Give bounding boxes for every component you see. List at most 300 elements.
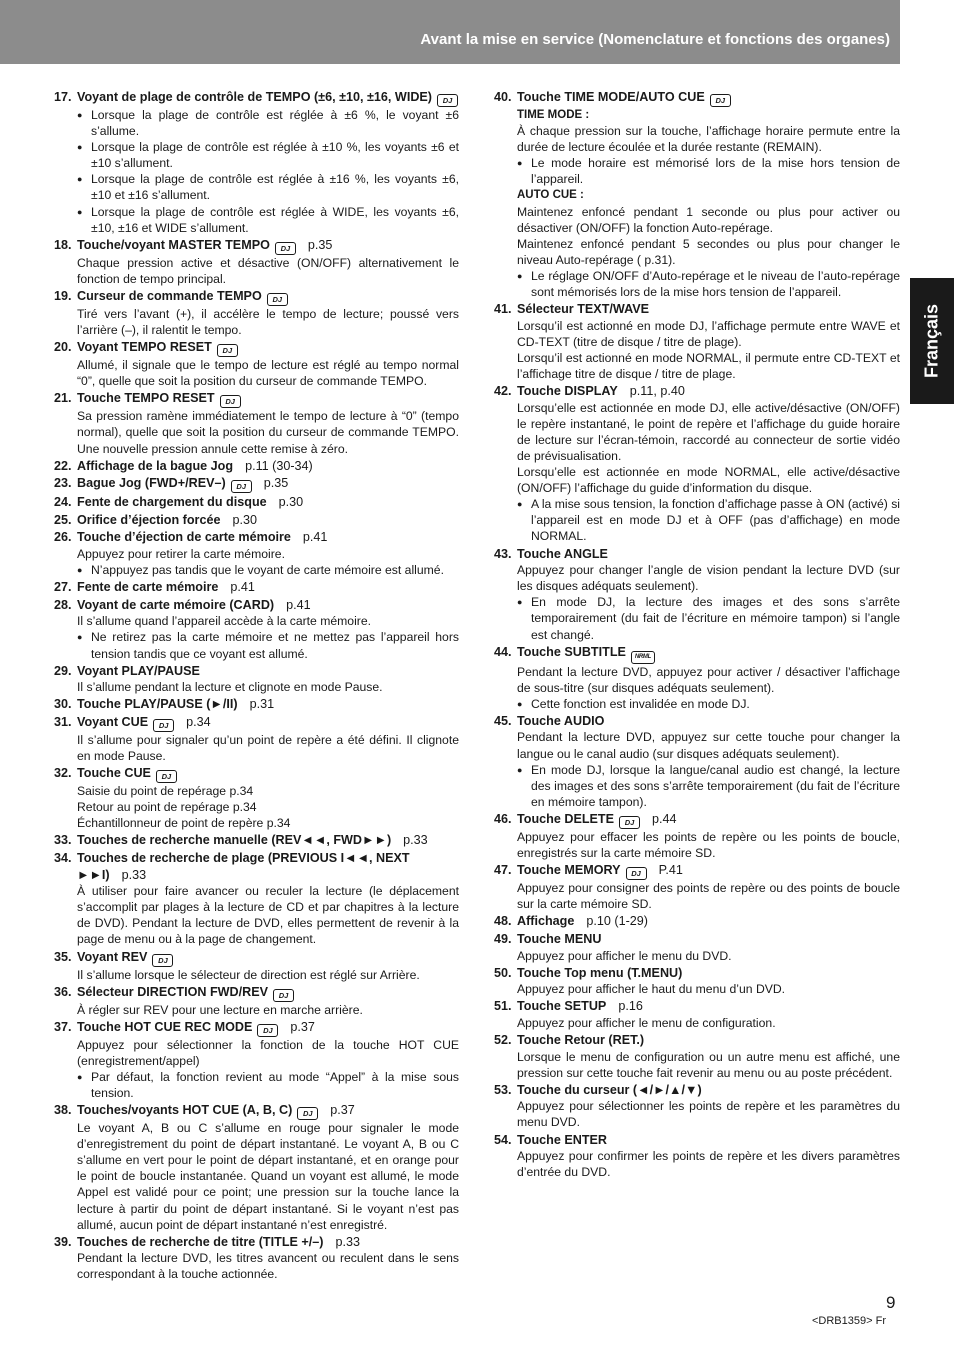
- normal-icon: NRML: [631, 651, 655, 664]
- item-number: 24.: [54, 495, 72, 510]
- bullet-text: Par défaut, la fonction revient au mode “Appel” à la mise sous tension.: [91, 1069, 459, 1100]
- item-heading: [494, 931, 900, 948]
- item-heading: [54, 529, 459, 546]
- list-item: [494, 644, 900, 712]
- item-heading: [494, 862, 900, 880]
- list-item: [54, 663, 459, 696]
- item-title-line: [77, 339, 459, 357]
- item-number: 29.: [54, 663, 72, 678]
- item-body: [494, 880, 900, 912]
- item-heading: [494, 383, 900, 400]
- item-text: Lorsqu’elle est actionnée en mode NORMAL, elle active/désactive (ON/OFF) l’affichage du guide d’information du disque.: [517, 465, 900, 496]
- item-heading: [494, 1032, 900, 1049]
- page-reference: p.41: [286, 597, 311, 612]
- item-number: 36.: [54, 984, 72, 999]
- item-body: [494, 1015, 900, 1031]
- item-text: Il s’allume pendant la lecture et clignote en mode Pause.: [77, 680, 383, 695]
- item-title-line: [517, 998, 900, 1015]
- page-reference: p.10 (1-29): [586, 914, 648, 929]
- item-heading: [54, 832, 459, 849]
- item-number: 46.: [494, 811, 512, 826]
- list-item: [54, 339, 459, 389]
- item-title: Affichage: [517, 914, 575, 929]
- list-item: [494, 913, 900, 930]
- list-item: [54, 458, 459, 475]
- item-title-line: [517, 862, 900, 880]
- bullet-text: Lorsque la plage de contrôle est réglée à ±10 %, les voyants ±6 et ±10 s’allument.: [91, 140, 459, 171]
- item-heading: [54, 1234, 459, 1251]
- item-number: 27.: [54, 580, 72, 595]
- bullet-item: [77, 107, 459, 139]
- item-text: Appuyez pour afficher le menu de configuration.: [517, 1015, 776, 1030]
- item-body: [494, 1098, 900, 1130]
- item-heading: [494, 713, 900, 730]
- item-text: Lorsqu’il est actionné en mode NORMAL, il permute entre CD-TEXT et l’affichage titre de disque / titre de plage.: [517, 350, 900, 381]
- item-number: 32.: [54, 766, 72, 781]
- list-item: [494, 1132, 900, 1181]
- item-title-line: [517, 1082, 900, 1099]
- item-body: [494, 1148, 900, 1180]
- item-text: Il s’allume pour signaler qu’un point de repère a été défini. Il clignote en mode Pause.: [77, 732, 459, 763]
- item-title: Fente de carte mémoire: [77, 580, 219, 595]
- list-item: [54, 1234, 459, 1283]
- bullet-dot-icon: ●: [517, 764, 523, 775]
- item-title: Sélecteur TEXT/WAVE: [517, 302, 650, 317]
- list-item: [494, 546, 900, 643]
- left-column: [54, 89, 459, 1283]
- bullet-item: [517, 696, 900, 712]
- item-body: [494, 948, 900, 964]
- page-reference: p.16: [618, 999, 643, 1014]
- item-title-line: [77, 288, 459, 306]
- item-text: Pendant la lecture DVD, les titres avancent ou reculent dans le sens correspondant à la touche actionnée.: [77, 1251, 459, 1282]
- item-heading: [54, 850, 459, 883]
- item-title-line: [517, 1032, 900, 1049]
- item-number: 50.: [494, 965, 512, 980]
- bullet-text: Cette fonction est invalidée en mode DJ.: [531, 696, 750, 711]
- page-reference: p.44: [652, 811, 677, 826]
- list-item: [494, 713, 900, 810]
- item-title-line: [77, 512, 459, 529]
- item-number: 53.: [494, 1082, 512, 1097]
- item-title: Touche du curseur (◄/►/▲/▼): [517, 1082, 702, 1097]
- item-heading: [494, 89, 900, 107]
- bullet-text: A la mise sous tension, la fonction d’affichage passe à ON (activé) si l’appareil est en mode DJ et à OFF (pas d’affichage) en mode NORMAL.: [531, 497, 900, 544]
- item-title: Orifice d’éjection forcée: [77, 512, 221, 527]
- item-title: Affichage de la bague Jog: [77, 458, 234, 473]
- bullet-dot-icon: ●: [77, 174, 83, 185]
- item-heading: [54, 89, 459, 107]
- item-body: [54, 732, 459, 764]
- bullet-item: [517, 268, 900, 300]
- item-heading: [54, 339, 459, 357]
- item-heading: [54, 663, 459, 680]
- list-item: [494, 1082, 900, 1131]
- item-text: Lorsqu’elle est actionnée en mode DJ, elle active/désactive (ON/OFF) le repère instantané, le point de repère et l’affichage du guide horaire de lecture sur l’écran-témoin, raccordé au connecteur de sortie vidéo de prévisualisation.: [517, 400, 900, 463]
- page-reference: p.41: [302, 530, 328, 545]
- page-header: [0, 0, 900, 64]
- list-item: [54, 512, 459, 529]
- item-heading: [54, 597, 459, 614]
- bullet-item: [517, 496, 900, 544]
- dj-icon: DJ: [619, 816, 640, 829]
- item-text: Appuyez pour afficher le haut du menu d’un DVD.: [517, 982, 786, 997]
- bullet-text: Le mode horaire est mémorisé lors de la mise hors tension de l’appareil.: [531, 156, 900, 187]
- list-item: [54, 1102, 459, 1233]
- bullet-dot-icon: ●: [517, 597, 523, 608]
- bullet-item: [77, 629, 459, 661]
- item-heading: [54, 579, 459, 596]
- page-reference: p.37: [330, 1103, 355, 1118]
- bullet-dot-icon: ●: [77, 142, 83, 153]
- item-heading: [54, 765, 459, 783]
- item-body: [54, 255, 459, 287]
- bullet-item: [77, 139, 459, 171]
- item-body: [494, 981, 900, 997]
- item-number: 30.: [54, 697, 72, 712]
- bullet-dot-icon: ●: [77, 565, 83, 576]
- item-body: [494, 107, 900, 300]
- item-number: 20.: [54, 340, 72, 355]
- page-reference: p.37: [290, 1019, 315, 1034]
- item-text: Maintenez enfoncé pendant 5 secondes ou plus pour changer le niveau Auto-repérage ( p.31).: [517, 236, 900, 267]
- item-body: [494, 829, 900, 861]
- page-reference: p.30: [232, 512, 257, 527]
- item-heading: [54, 494, 459, 511]
- item-title-line: [77, 663, 459, 680]
- list-item: [494, 931, 900, 964]
- item-title-line: [77, 579, 459, 596]
- list-item: [54, 765, 459, 831]
- bullet-item: [517, 155, 900, 187]
- bullet-item: [77, 1069, 459, 1101]
- list-item: [54, 597, 459, 662]
- item-title-line: [77, 1234, 459, 1251]
- bullet-text: Lorsque la plage de contrôle est réglée à WIDE, les voyants ±6, ±10, ±16 et WIDE s’allument.: [91, 204, 459, 235]
- item-text: Appuyez pour sélectionner la fonction de la touche HOT CUE (enregistrement/appel): [77, 1037, 459, 1068]
- item-number: 43.: [494, 546, 512, 561]
- item-number: 42.: [494, 384, 512, 399]
- item-title: Touches de recherche de plage (PREVIOUS I◄◄, NEXT ►►I): [77, 850, 410, 882]
- dj-icon: DJ: [626, 867, 647, 880]
- item-number: 37.: [54, 1019, 72, 1034]
- page-number: 9: [886, 1293, 896, 1312]
- item-number: 48.: [494, 914, 512, 929]
- item-title-line: [517, 89, 900, 107]
- item-heading: [54, 458, 459, 475]
- item-number: 35.: [54, 949, 72, 964]
- item-text: Appuyez pour afficher le menu du DVD.: [517, 948, 732, 963]
- item-body: [494, 318, 900, 382]
- item-text: Tiré vers l’avant (+), il accélère le tempo de lecture; poussé vers l’arrière (–), il ralentit le tempo.: [77, 306, 459, 338]
- bullet-text: En mode DJ, la lecture des images et des sons s’arrête temporairement (du fait de l’écriture en mémoire tampon) si l’angle est changé.: [531, 595, 900, 642]
- dj-icon: DJ: [231, 480, 252, 493]
- item-title-line: [517, 811, 900, 829]
- item-text: Appuyez pour changer l’angle de vision pendant la lecture DVD (sur les disques adéquats seulement).: [517, 563, 900, 594]
- item-text: À chaque pression sur la touche, l’affichage horaire permute entre la durée de lecture écoulée et la durée restante (REMAIN).: [517, 124, 900, 155]
- list-item: [494, 811, 900, 861]
- item-title: Touche d’éjection de carte mémoire: [77, 530, 291, 545]
- item-title-line: [77, 475, 459, 493]
- list-item: [54, 390, 459, 456]
- item-number: 23.: [54, 476, 72, 491]
- bullet-text: N’appuyez pas tandis que le voyant de carte mémoire est allumé.: [91, 563, 444, 578]
- item-number: 47.: [494, 863, 512, 878]
- item-number: 54.: [494, 1132, 512, 1147]
- item-title-line: [517, 546, 900, 563]
- item-body: [54, 1120, 459, 1233]
- item-title-line: [517, 913, 900, 930]
- item-number: 38.: [54, 1103, 72, 1118]
- item-title: Touche TIME MODE/AUTO CUE: [517, 90, 705, 104]
- item-number: 33.: [54, 833, 72, 848]
- bullet-dot-icon: ●: [517, 270, 523, 281]
- item-text: Allumé, il signale que le tempo de lecture est réglé au tempo normal “0”, quelle que soit la position du curseur de commande TEMPO.: [77, 358, 459, 389]
- item-body: [54, 408, 459, 456]
- item-number: 52.: [494, 1032, 512, 1047]
- item-number: 25.: [54, 512, 72, 527]
- list-item: [54, 696, 459, 713]
- dj-icon: DJ: [710, 94, 731, 107]
- bullet-item: [517, 594, 900, 642]
- item-title: Touche MEMORY: [517, 863, 621, 878]
- bullet-dot-icon: ●: [517, 499, 523, 510]
- section-subtitle: TIME MODE :: [517, 109, 590, 121]
- item-heading: [54, 512, 459, 529]
- list-item: [54, 832, 459, 849]
- bullet-item: [77, 171, 459, 203]
- item-title-line: [77, 714, 459, 732]
- item-number: 21.: [54, 391, 72, 406]
- item-heading: [54, 475, 459, 493]
- item-title: Touche Retour (RET.): [517, 1032, 645, 1047]
- item-text: Appuyez pour confirmer les points de repère et les divers paramètres d’entrée du DVD.: [517, 1149, 900, 1180]
- bullet-text: Ne retirez pas la carte mémoire et ne mettez pas l’appareil hors tension tandis que ce voyant est allumé.: [91, 630, 459, 661]
- list-item: [494, 383, 900, 544]
- item-title-line: [77, 494, 459, 511]
- page-reference: p.41: [230, 580, 255, 595]
- item-text: Lorsque le menu de configuration ou un autre menu est affiché, une pression sur cette touche fait revenir au menu ou au poste précédent.: [517, 1049, 900, 1080]
- item-heading: [494, 301, 900, 318]
- item-body: [54, 883, 459, 947]
- item-text: Sa pression ramène immédiatement le tempo de lecture à “0” (tempo normal), quelle que soit la position du curseur de commande TEMPO. Une nouvelle pression annule cette remise à zéro.: [77, 409, 459, 456]
- item-number: 41.: [494, 302, 512, 317]
- item-title-line: [77, 1019, 459, 1037]
- item-title: Voyant PLAY/PAUSE: [77, 663, 200, 678]
- item-title: Voyant de carte mémoire (CARD): [77, 597, 275, 612]
- item-title-line: [77, 984, 459, 1002]
- item-heading: [54, 237, 459, 255]
- dj-icon: DJ: [156, 770, 177, 783]
- page-reference: p.33: [121, 867, 147, 882]
- item-body: [54, 1250, 459, 1282]
- list-item: [54, 475, 459, 493]
- item-body: [54, 107, 459, 236]
- item-body: [494, 729, 900, 809]
- list-item: [494, 965, 900, 998]
- item-title: Touche MENU: [517, 931, 602, 946]
- dj-icon: DJ: [217, 344, 238, 357]
- item-heading: [494, 998, 900, 1015]
- item-text: Pendant la lecture DVD, appuyez pour activer / désactiver l’affichage de sous-titre (sur disques adéquats seulement).: [517, 664, 900, 695]
- item-number: 51.: [494, 999, 512, 1014]
- bullet-text: Lorsque la plage de contrôle est réglée à ±16 %, les voyants ±6, ±10 et ±16 s’allument.: [91, 172, 459, 203]
- item-title-line: [77, 597, 459, 614]
- bullet-dot-icon: ●: [77, 632, 83, 643]
- item-title: Fente de chargement du disque: [77, 495, 267, 510]
- item-title-line: [77, 850, 459, 883]
- item-title-line: [517, 644, 900, 664]
- item-title: Touche SUBTITLE: [517, 644, 626, 659]
- page-reference: p.11 (30-34): [245, 458, 313, 473]
- bullet-dot-icon: ●: [77, 206, 83, 217]
- bullet-item: [517, 762, 900, 810]
- item-title-line: [77, 1102, 459, 1120]
- bullet-dot-icon: ●: [77, 110, 83, 120]
- item-title: Touches de recherche manuelle (REV◄◄, FWD►►): [77, 833, 392, 848]
- item-title: Bague Jog (FWD+/REV–): [77, 476, 226, 491]
- item-text: Chaque pression active et désactive (ON/OFF) alternativement le fonction de tempo principal.: [77, 255, 459, 286]
- item-body: [54, 357, 459, 389]
- item-title: Voyant de plage de contrôle de TEMPO (±6, ±10, ±16, WIDE): [77, 90, 433, 104]
- list-item: [54, 288, 459, 338]
- list-item: [54, 237, 459, 287]
- item-title-line: [517, 713, 900, 730]
- list-item: [54, 529, 459, 578]
- item-title-line: [77, 529, 459, 546]
- item-body: [494, 400, 900, 545]
- item-heading: [54, 984, 459, 1002]
- page-reference: p.35: [307, 237, 333, 252]
- item-text: Appuyez pour effacer les points de repère ou les points de boucle, enregistrés sur la carte mémoire SD.: [517, 829, 900, 861]
- bullet-text: Le réglage ON/OFF d’Auto-repérage et le niveau de l’auto-repérage sont mémorisés lors de la mise hors tension de l’appareil.: [531, 268, 900, 300]
- item-title: Touche DELETE: [517, 811, 615, 826]
- list-item: [54, 494, 459, 511]
- item-body: [494, 562, 900, 642]
- item-number: 45.: [494, 713, 512, 728]
- item-title-line: [77, 458, 459, 475]
- item-text: Appuyez pour retirer la carte mémoire.: [77, 546, 285, 561]
- item-title-line: [517, 383, 900, 400]
- list-item: [54, 949, 459, 983]
- list-item: [54, 850, 459, 948]
- item-number: 40.: [494, 90, 512, 104]
- item-text: Échantillonneur de point de repère p.34: [77, 816, 291, 831]
- item-text: Lorsqu’il est actionné en mode DJ, l’affichage permute entre WAVE et CD-TEXT (titre de disque / titre de plage).: [517, 318, 900, 349]
- item-title: Touches/voyants HOT CUE (A, B, C): [77, 1103, 293, 1118]
- dj-icon: DJ: [267, 293, 288, 306]
- item-heading: [494, 965, 900, 982]
- item-title: Touche SETUP: [517, 999, 607, 1014]
- dj-icon: DJ: [152, 954, 173, 967]
- bullet-dot-icon: ●: [77, 1071, 83, 1082]
- list-item: [494, 89, 900, 300]
- document-code: <DRB1359> Fr: [812, 1315, 886, 1327]
- item-title-line: [517, 931, 900, 948]
- item-title: Voyant CUE: [77, 714, 149, 729]
- item-text: Saisie du point de repérage p.34: [77, 784, 254, 799]
- list-item: [54, 89, 459, 236]
- item-title: Voyant TEMPO RESET: [77, 340, 212, 355]
- item-title: Touche ENTER: [517, 1132, 608, 1147]
- item-number: 34.: [54, 850, 72, 865]
- list-item: [494, 301, 900, 382]
- list-item: [494, 862, 900, 912]
- item-text: Appuyez pour consigner des points de repère ou des points de boucle sur la carte mémoire SD.: [517, 881, 900, 912]
- item-number: 31.: [54, 714, 72, 729]
- item-title-line: [77, 949, 459, 967]
- item-heading: [54, 949, 459, 967]
- language-tab: [910, 278, 954, 404]
- page-reference: P.41: [658, 863, 683, 878]
- item-text: Le voyant A, B ou C s’allume en rouge pour signaler le mode d’enregistrement du point de départ instantané. Le voyant A, B ou C s’allume en vert pour le point de départ instantané, et en orange pour le point de boucle instantanée. Quand un voyant est allumé, le mode Appel est validé pour ce point; une pression sur la touche lance la lecture à partir du point de départ instantané. Si le voyant n’est pas allumé, aucun point de départ instantané n’est enregistré.: [77, 1121, 459, 1232]
- item-title: Touche DISPLAY: [517, 384, 618, 399]
- item-text: Retour au point de repérage p.34: [77, 800, 257, 815]
- item-title-line: [77, 765, 459, 783]
- list-item: [54, 1019, 459, 1101]
- item-body: [54, 967, 459, 983]
- item-text: Appuyez pour sélectionner les points de repère et les paramètres du menu DVD.: [517, 1099, 900, 1130]
- item-number: 44.: [494, 644, 512, 659]
- dj-icon: DJ: [273, 989, 294, 1002]
- bullet-dot-icon: ●: [517, 698, 523, 709]
- item-body: [494, 1049, 900, 1081]
- item-heading: [494, 546, 900, 563]
- item-title-line: [77, 696, 459, 713]
- item-body: [494, 664, 900, 712]
- item-heading: [54, 1019, 459, 1037]
- item-title: Voyant REV: [77, 949, 148, 964]
- item-title: Touche CUE: [77, 766, 151, 781]
- item-text: À utiliser pour faire avancer ou reculer la lecture (le déplacement s’accomplit par plages à la lecture de CD et par chapitres à la lecture de DVD). Pendant la lecture de DVD, elles permettent de revenir à la page de menu ou à la page de changement.: [77, 884, 459, 947]
- item-body: [54, 1002, 459, 1018]
- item-text: Il s’allume lorsque le sélecteur de direction est réglé sur Arrière.: [77, 967, 420, 982]
- item-text: Maintenez enfoncé pendant 1 seconde ou plus pour activer ou désactiver (ON/OFF) la fonction Auto-repérage.: [517, 204, 900, 235]
- item-title-line: [77, 390, 459, 408]
- item-heading: [54, 288, 459, 306]
- item-title: Touche PLAY/PAUSE (►/II): [77, 697, 238, 712]
- item-text: Pendant la lecture DVD, appuyez sur cette touche pour changer la langue ou le canal audio (sur disques adéquats seulement).: [517, 730, 900, 761]
- item-title-line: [517, 1132, 900, 1149]
- item-title: Touche/voyant MASTER TEMPO: [77, 237, 270, 252]
- dj-icon: DJ: [437, 94, 458, 107]
- item-title: Touches de recherche de titre (TITLE +/–): [77, 1234, 324, 1249]
- item-number: 22.: [54, 458, 72, 473]
- list-item: [54, 714, 459, 764]
- dj-icon: DJ: [297, 1107, 318, 1120]
- item-number: 49.: [494, 931, 512, 946]
- right-column: [494, 89, 900, 1180]
- language-tab-label: Français: [921, 303, 942, 379]
- dj-icon: DJ: [220, 395, 241, 408]
- item-title: Sélecteur DIRECTION FWD/REV: [77, 984, 269, 999]
- item-title-line: [77, 832, 459, 849]
- item-title: Touche ANGLE: [517, 546, 608, 561]
- item-body: [54, 613, 459, 661]
- bullet-dot-icon: ●: [517, 158, 523, 169]
- item-body: [54, 546, 459, 578]
- item-heading: [54, 390, 459, 408]
- item-number: 19.: [54, 288, 72, 303]
- item-heading: [494, 644, 900, 664]
- dj-icon: DJ: [153, 719, 174, 732]
- bullet-item: [77, 562, 459, 578]
- list-item: [54, 579, 459, 596]
- list-item: [494, 998, 900, 1031]
- page-reference: p.35: [263, 476, 289, 491]
- item-title: Touche Top menu (T.MENU): [517, 965, 683, 980]
- item-title: Touche TEMPO RESET: [77, 391, 215, 406]
